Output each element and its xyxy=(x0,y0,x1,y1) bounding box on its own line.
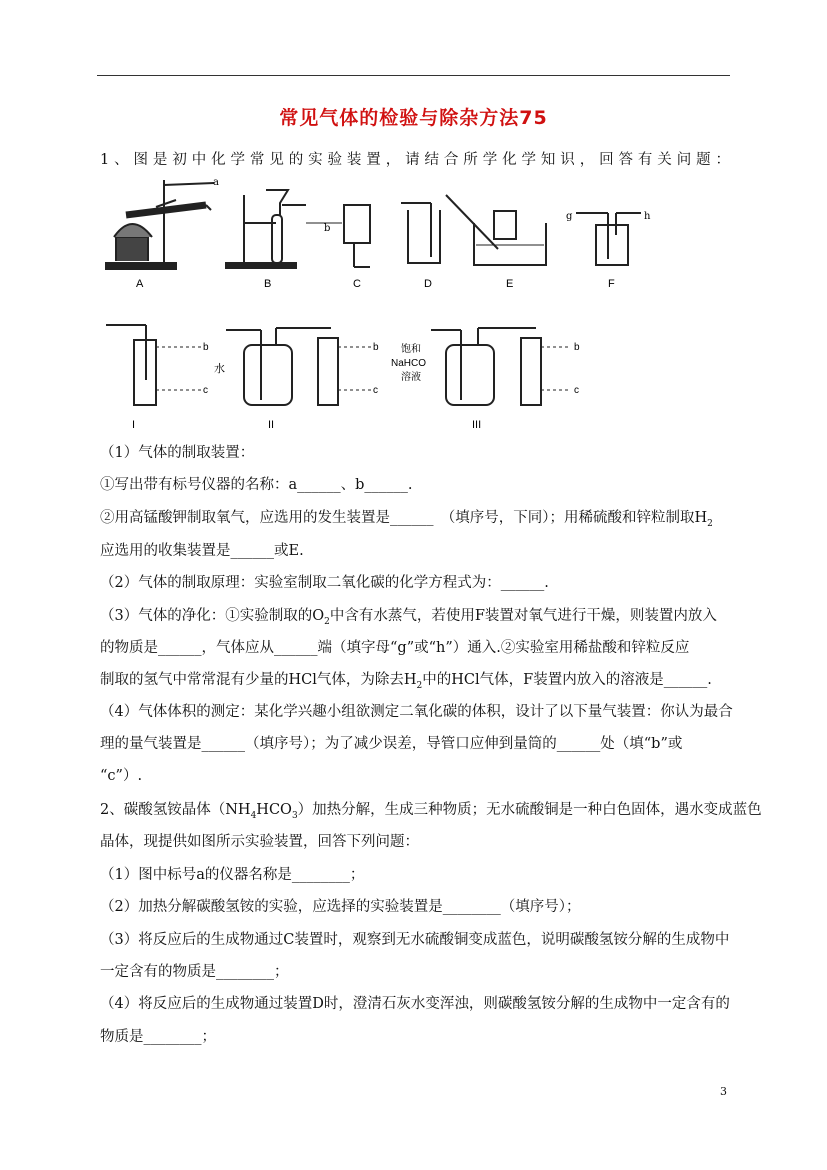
q1-part3-1: （3）气体的净化：①实验制取的$O_2$中含有水蒸气，若使用F装置对氧气进行干燥，则装置内放入 xyxy=(100,608,717,627)
q1-part4-1: （4）气体体积的测定：某化学兴趣小组欲测定二氧化碳的体积，设计了以下量气装置：你认为最合 xyxy=(100,704,733,720)
q1-part3-3: 制取的氢气中常常混有少量的HCl气体，为除去$H_2$中的HCl气体，F装置内放入的溶液是______. xyxy=(100,672,712,691)
bottle3-label-1: 饱和 xyxy=(401,344,421,355)
q2-p4-2: 物质是________； xyxy=(100,1029,216,1045)
tag-a: a xyxy=(213,177,219,188)
q2-p3-2: 一定含有的物质是________； xyxy=(100,964,289,980)
q1-part3-2: 的物质是______，气体应从______端（填字母“g”或“h”）通入.②实验室用稀盐酸和锌粒反应 xyxy=(100,640,690,656)
label-A: A xyxy=(136,278,144,290)
q2-stem-2: 晶体，现提供如图所示实验装置，回答下列问题： xyxy=(100,834,419,850)
tick-c-II: c xyxy=(373,385,378,396)
label-II: II xyxy=(268,419,275,431)
q1-part1-b: ②用高锰酸钾制取氧气，应选用的发生装置是______ （填序号，下同）；用稀硫酸和锌粒制取$H_2$ xyxy=(100,510,713,529)
bottle3-label-2: NaHCO xyxy=(391,358,427,369)
label-C: C xyxy=(353,278,361,290)
q1-stem: 1、图是初中化学常见的实验装置，请结合所学化学知识，回答有关问题： xyxy=(100,152,730,168)
q1-part1-head: （1）气体的制取装置： xyxy=(100,445,255,461)
label-I: I xyxy=(132,419,136,431)
page-number: 3 xyxy=(720,1085,727,1098)
q1-part4-2: 理的量气装置是______（填序号）；为了减少误差，导管口应伸到量筒的______处（填“b”或 xyxy=(100,736,683,752)
q2-p2: （2）加热分解碳酸氢铵的实验，应选择的实验装置是________（填序号）； xyxy=(100,899,581,915)
tag-g: g xyxy=(566,211,573,222)
tick-b-III: b xyxy=(574,342,580,353)
q1-part2: （2）气体的制取原理：实验室制取二氧化碳的化学方程式为：______. xyxy=(100,575,549,591)
q1-part1-b2: 应选用的收集装置是______或E. xyxy=(100,543,304,559)
tag-h: h xyxy=(644,211,651,222)
q2-p4-1: （4）将反应后的生成物通过装置D时，澄清石灰水变浑浊，则碳酸氢铵分解的生成物中一定含有的 xyxy=(100,996,730,1012)
q2-p1: （1）图中标号a的仪器名称是________； xyxy=(100,867,365,883)
q2-stem-1: 2、碳酸氢铵晶体$(NH_4HCO_3)$加热分解，生成三种物质；无水硫酸铜是一种白色固体，遇水变成蓝色 xyxy=(100,802,762,821)
water-label: 水 xyxy=(214,363,225,375)
label-D: D xyxy=(424,278,432,290)
page-title: 常见气体的检验与除杂方法75 xyxy=(279,107,548,129)
tick-c-I: c xyxy=(203,385,208,396)
tick-b-I: b xyxy=(203,342,209,353)
label-E: E xyxy=(506,278,514,290)
apparatus-figure-top xyxy=(96,175,736,305)
q1-part1-a: ①写出带有标号仪器的名称：a______、b______. xyxy=(100,477,413,493)
label-III: III xyxy=(472,419,482,431)
tick-c-III: c xyxy=(574,385,579,396)
tick-b-II: b xyxy=(373,342,379,353)
q1-part4-3: “c”）. xyxy=(100,768,143,784)
header-rule xyxy=(97,75,730,76)
label-B: B xyxy=(264,278,272,290)
bottle3-label-3: 溶液 xyxy=(401,372,421,383)
tag-b: b xyxy=(324,223,331,234)
apparatus-figure-bottom xyxy=(96,300,616,440)
label-F: F xyxy=(608,278,615,290)
q2-p3-1: （3）将反应后的生成物通过C装置时，观察到无水硫酸铜变成蓝色，说明碳酸氢铵分解的生成物中 xyxy=(100,932,730,948)
